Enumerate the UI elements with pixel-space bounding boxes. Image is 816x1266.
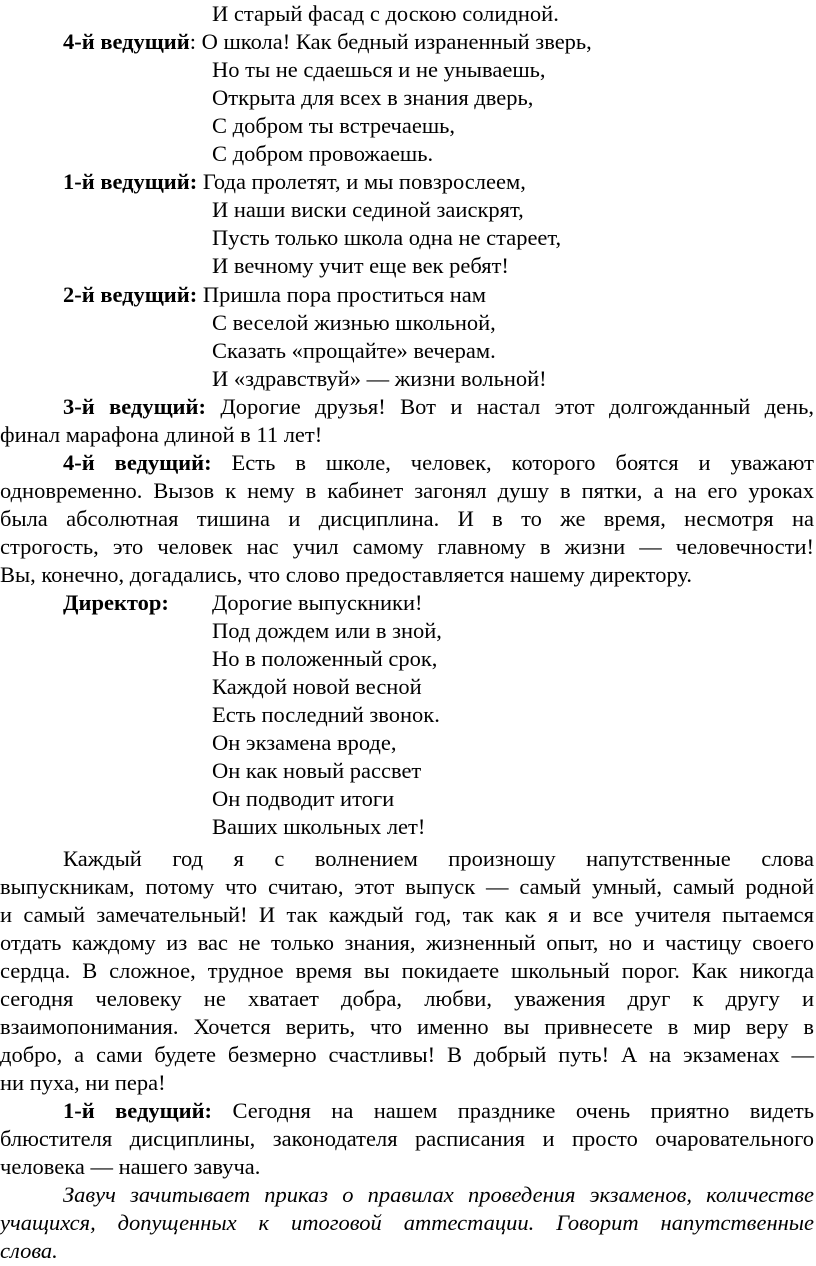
verse-line: С веселой жизнью школьной, (212, 310, 496, 335)
verse-line: Он экзамена вроде, (212, 730, 397, 755)
stage-direction-line: Завуч зачитывает приказ о правилах проведения экзаменов, количестве (63, 1182, 814, 1207)
paragraph-line: взаимопонимания. Хочется верить, что именно вы привнесете в мир веру в (0, 1014, 814, 1039)
verse-line: Дорогие выпускники! (212, 590, 423, 615)
paragraph-line: и самый замечательный! И так каждый год, так как я и все учителя пытаемся (0, 902, 814, 927)
stage-direction-line: учащихся, допущенных к итоговой аттестации. Говорит напутственные (0, 1210, 814, 1235)
paragraph-line (63, 1097, 814, 1125)
paragraph-line: добро, а сами будете безмерно счастливы! В добрый путь! А на экзаменах — (0, 1042, 814, 1067)
paragraph-line: сердца. В сложное, трудное время вы покидаете школьный порог. Как никогда (0, 958, 814, 983)
verse-line: Каждой новой весной (212, 674, 422, 699)
speaker-label: 1-й ведущий: (63, 169, 198, 194)
paragraph-line: финал марафона длиной в 11 лет! (0, 422, 323, 447)
paragraph-line: была абсолютная тишина и дисциплина. И в то же время, несмотря на (0, 506, 814, 531)
paragraph-line: сегодня человеку не хватает добра, любви, уважения друг к другу и (0, 986, 814, 1011)
speaker-label: 2-й ведущий: (63, 282, 198, 307)
verse-line: Сказать «прощайте» вечерам. (212, 338, 496, 363)
speaker-line (63, 28, 816, 56)
verse-line: Он как новый рассвет (212, 758, 422, 783)
paragraph-line: блюстителя дисциплины, законодателя расписания и просто очаровательного (0, 1126, 814, 1151)
paragraph-line: Вы, конечно, догадались, что слово предоставляется нашему директору. (0, 562, 693, 587)
verse-line: Ваших школьных лет! (212, 814, 426, 839)
verse-text: Года пролетят, и мы повзрослеем, (197, 169, 526, 194)
speaker-line (63, 281, 816, 309)
paragraph-line (63, 393, 814, 421)
verse-text: Пришла пора проститься нам (197, 282, 486, 307)
paragraph-line: Каждый год я с волнением произношу напутственные слова (63, 846, 814, 871)
paragraph-line: одновременно. Вызов к нему в кабинет загонял душу в пятки, а на его уроках (0, 478, 814, 503)
paragraph-line: отдать каждому из вас не только знания, жизненный опыт, но и частицу своего (0, 930, 814, 955)
paragraph-text: Дорогие друзья! Вот и настал этот долгожданный день, (205, 394, 814, 419)
speaker-label: 1-й ведущий: (63, 1098, 213, 1123)
paragraph-text: Сегодня на нашем празднике очень приятно видеть (212, 1098, 814, 1123)
verse-line: С добром провожаешь. (212, 141, 434, 166)
verse-line: Открыта для всех в знания дверь, (212, 85, 534, 110)
verse-line: Под дождем или в зной, (212, 618, 442, 643)
verse-line: Пусть только школа одна не стареет, (212, 225, 562, 250)
paragraph-text: Есть в школе, человек, которого боятся и уважают (211, 450, 814, 475)
speaker-label: 4-й ведущий (63, 29, 190, 54)
verse-line: И наши виски сединой заискрят, (212, 197, 524, 222)
verse-line: Но ты не сдаешься и не унываешь, (212, 57, 546, 82)
verse-line: Но в положенный срок, (212, 646, 438, 671)
speaker-label: 4-й ведущий: (63, 450, 212, 475)
speaker-line (63, 168, 816, 196)
verse-line: С добром ты встречаешь, (212, 113, 456, 138)
stage-direction-line: слова. (0, 1238, 58, 1263)
verse-text: : О школа! Как бедный израненный зверь, (189, 29, 592, 54)
speaker-label: Директор: (63, 590, 169, 615)
paragraph-line: строгость, это человек нас учил самому главному в жизни — человечности! (0, 534, 814, 559)
paragraph-line: ни пуха, ни пера! (0, 1070, 166, 1095)
paragraph-line: выпускникам, потому что считаю, этот выпуск — самый умный, самый родной (0, 874, 814, 899)
speaker-label: 3-й ведущий: (63, 394, 206, 419)
verse-line: И «здравствуй» — жизни вольной! (212, 366, 547, 391)
verse-line: И старый фасад с доскою солидной. (212, 1, 559, 26)
paragraph-line (63, 449, 814, 477)
paragraph-line: человека — нашего завуча. (0, 1154, 261, 1179)
verse-line: Он подводит итоги (212, 786, 395, 811)
verse-line: Есть последний звонок. (212, 702, 440, 727)
verse-line: И вечному учит еще век ребят! (212, 253, 509, 278)
